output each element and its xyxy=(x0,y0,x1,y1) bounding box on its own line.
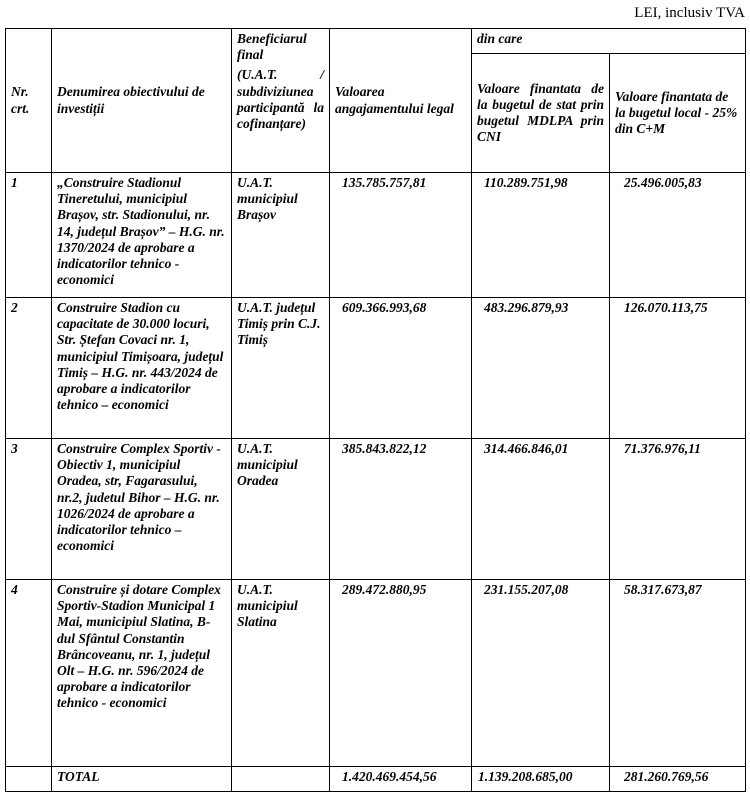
header-row-1 xyxy=(6,29,746,54)
header-nr: Nr. crt. xyxy=(6,29,52,173)
total-nr-empty xyxy=(6,767,52,792)
table-row xyxy=(6,580,746,767)
row-buget-local: 58.317.673,87 xyxy=(610,580,746,767)
row-beneficiar: U.A.T. municipiul Brașov xyxy=(232,173,330,298)
row-buget-local: 126.070.113,75 xyxy=(610,298,746,439)
row-nr: 4 xyxy=(6,580,52,767)
row-nr: 1 xyxy=(6,173,52,298)
header-beneficiar-sub: (U.A.T. / subdiviziunea participantă la cofinanțare) xyxy=(237,67,324,132)
header-buget-stat: Valoare finantata de la bugetul de stat prin bugetul MDLPA prin CNI xyxy=(472,54,610,173)
total-valoarea: 1.420.469.454,56 xyxy=(330,767,472,792)
row-beneficiar: U.A.T. municipiul Oradea xyxy=(232,439,330,580)
row-denumire: Construire Stadion cu capacitate de 30.000 locuri, Str. Ștefan Covaci nr. 1, municipiul Timișoara, județul Timiș – H.G. nr. 443/2024 de aprobare a indicatorilor tehnico – economici xyxy=(52,298,232,439)
row-buget-stat: 231.155.207,08 xyxy=(472,580,610,767)
row-valoarea: 289.472.880,95 xyxy=(330,580,472,767)
row-denumire: „Construire Stadionul Tineretului, municipiul Brașov, str. Stadionului, nr. 14, județul Brașov” – H.G. nr. 1370/2024 de aprobare a indicatorilor tehnico - economici xyxy=(52,173,232,298)
row-nr: 2 xyxy=(6,298,52,439)
total-beneficiar-empty xyxy=(232,767,330,792)
row-buget-local: 71.376.976,11 xyxy=(610,439,746,580)
row-buget-stat: 483.296.879,93 xyxy=(472,298,610,439)
row-beneficiar: U.A.T. municipiul Slatina xyxy=(232,580,330,767)
row-beneficiar: U.A.T. județul Timiș prin C.J. Timiș xyxy=(232,298,330,439)
row-valoarea: 135.785.757,81 xyxy=(330,173,472,298)
header-denumire: Denumirea obiectivului de investiții xyxy=(52,29,232,173)
unit-note: LEI, inclusiv TVA xyxy=(634,5,745,21)
header-beneficiar-title: Beneficiarul final xyxy=(237,31,307,63)
investment-table xyxy=(5,28,746,792)
row-buget-stat: 314.466.846,01 xyxy=(472,439,610,580)
table-row xyxy=(6,173,746,298)
total-row xyxy=(6,767,746,792)
row-denumire: Construire și dotare Complex Sportiv-Stadion Municipal 1 Mai, municipiul Slatina, B-dul Sfântul Constantin Brâncoveanu, nr. 1, județul Olt – H.G. nr. 596/2024 de aprobare a indicatorilor tehnico - economici xyxy=(52,580,232,767)
row-buget-local: 25.496.005,83 xyxy=(610,173,746,298)
row-nr: 3 xyxy=(6,439,52,580)
row-valoarea: 609.366.993,68 xyxy=(330,298,472,439)
header-din-care: din care xyxy=(472,29,746,54)
table-row xyxy=(6,439,746,580)
total-buget-stat: 1.139.208.685,00 xyxy=(472,767,610,792)
table-row xyxy=(6,298,746,439)
total-label: TOTAL xyxy=(52,767,232,792)
header-buget-local: Valoare finantata de la bugetul local - 25% din C+M xyxy=(610,54,746,173)
header-valoarea: Valoarea angajamentului legal xyxy=(330,29,472,173)
header-beneficiar xyxy=(232,29,330,173)
row-buget-stat: 110.289.751,98 xyxy=(472,173,610,298)
total-buget-local: 281.260.769,56 xyxy=(610,767,746,792)
row-denumire: Construire Complex Sportiv - Obiectiv 1, municipiul Oradea, str, Fagarasului, nr.2, judetul Bihor – H.G. nr. 1026/2024 de aprobare a indicatorilor tehnico – economici xyxy=(52,439,232,580)
row-valoarea: 385.843.822,12 xyxy=(330,439,472,580)
